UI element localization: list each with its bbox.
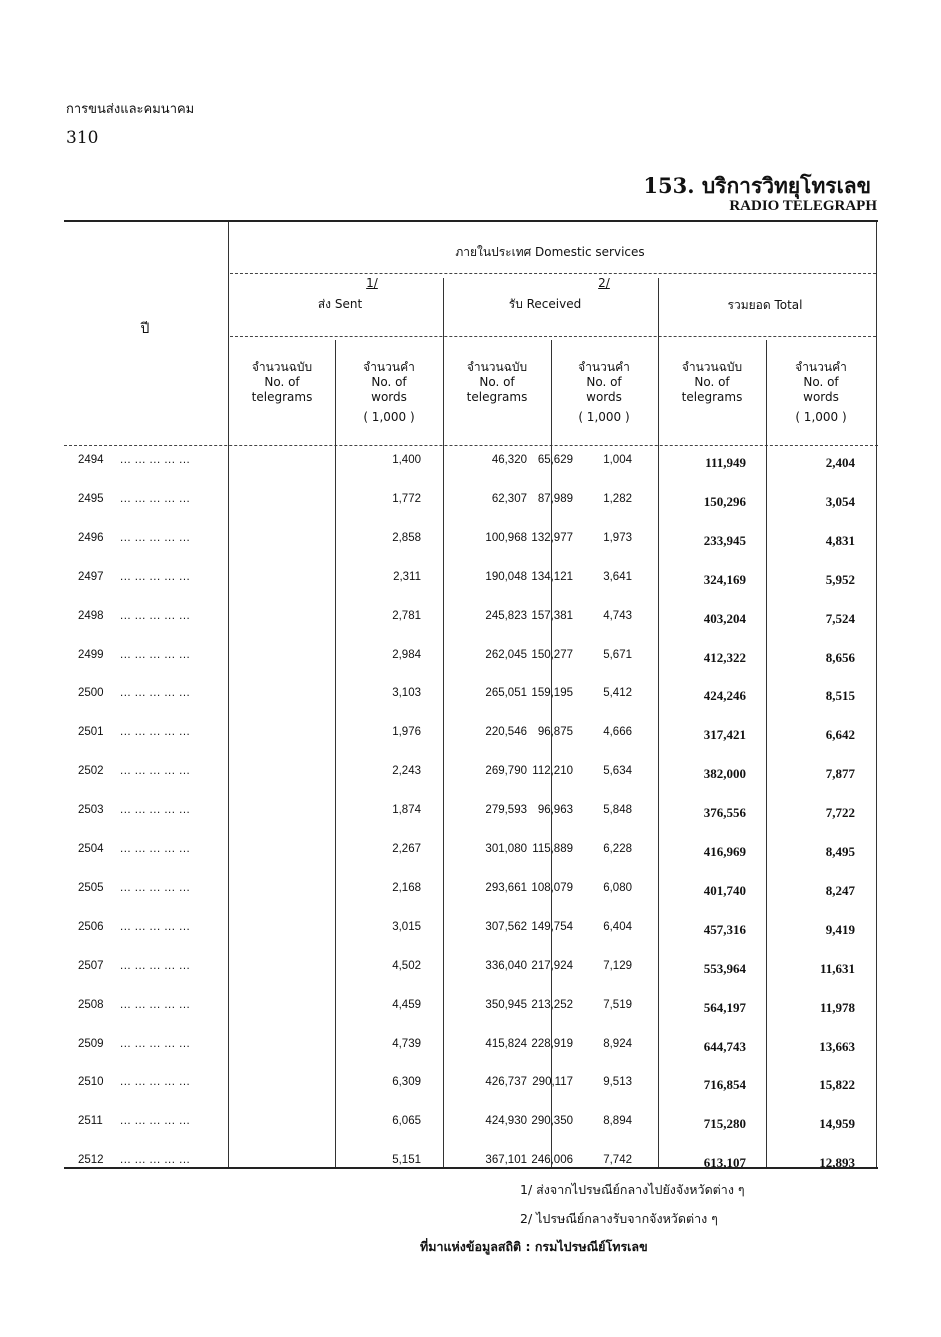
row-year-leader-dots: ... ... ... ... ... xyxy=(120,726,191,738)
cell-tot-words: 7,877 xyxy=(825,766,855,781)
subgroup-separator xyxy=(230,336,876,337)
cell-rec-tel: 220,546 xyxy=(485,726,527,738)
sent-received-divider xyxy=(443,278,444,1167)
row-year-leader-dots: ... ... ... ... ... xyxy=(120,649,191,661)
cell-tot-tel: 233,945 xyxy=(703,533,746,548)
cell-rec-tel: 336,040 xyxy=(485,960,527,972)
cell-rec-words: 8,894 xyxy=(603,1115,632,1127)
cell-sent-words: 2,311 xyxy=(393,571,421,583)
row-year: 2509 xyxy=(78,1038,104,1050)
cell-sent-words: 6,065 xyxy=(392,1115,421,1127)
cell-tot-tel: 564,197 xyxy=(703,1000,746,1015)
row-year: 2496 xyxy=(78,532,104,544)
year-column-divider xyxy=(228,222,229,1167)
cell-sent-words: 1,874 xyxy=(392,804,421,816)
cell-rec-tel: 424,930 xyxy=(485,1115,527,1127)
cell-rec-words: 5,671 xyxy=(603,649,632,661)
row-year: 2497 xyxy=(78,571,104,583)
sent-telegrams-header: จำนวนฉบับ No. of telegrams xyxy=(251,360,313,404)
cell-sent-tel: 150,277 xyxy=(531,649,573,661)
row-year-leader-dots: ... ... ... ... ... xyxy=(120,1076,191,1088)
cell-tot-words: 11,978 xyxy=(819,1000,855,1015)
cell-sent-tel: 115,889 xyxy=(532,843,573,855)
cell-rec-words: 1,973 xyxy=(603,532,632,544)
sent-inner-divider xyxy=(335,340,336,1167)
sent-header: ส่ง Sent xyxy=(317,297,363,311)
row-year-leader-dots: ... ... ... ... ... xyxy=(120,882,191,894)
cell-sent-words: 1,976 xyxy=(392,726,421,738)
total-header: รวมยอด Total xyxy=(727,298,803,312)
row-year-leader-dots: ... ... ... ... ... xyxy=(120,1115,191,1127)
domestic-services-header: ภายในประเทศ Domestic services xyxy=(455,245,645,259)
cell-sent-words: 4,502 xyxy=(392,960,421,972)
row-year-leader-dots: ... ... ... ... ... xyxy=(120,999,191,1011)
cell-tot-words: 15,822 xyxy=(819,1077,855,1092)
cell-sent-tel: 112,210 xyxy=(532,765,573,777)
received-words-header: จำนวนคำ No. of words ( 1,000 ) xyxy=(578,360,630,424)
row-year-leader-dots: ... ... ... ... ... xyxy=(120,960,191,972)
cell-sent-tel: 87,989 xyxy=(537,493,573,505)
cell-tot-tel: 613,107 xyxy=(703,1155,746,1170)
row-year: 2503 xyxy=(78,804,104,816)
cell-rec-words: 8,924 xyxy=(603,1038,632,1050)
cell-tot-tel: 382,000 xyxy=(703,766,746,781)
table-title-thai: 153. บริการวิทยุโทรเลข xyxy=(643,173,871,198)
cell-tot-tel: 715,280 xyxy=(703,1116,746,1131)
row-year: 2508 xyxy=(78,999,104,1011)
row-year: 2511 xyxy=(78,1115,103,1127)
cell-tot-tel: 317,421 xyxy=(703,727,746,742)
cell-tot-tel: 644,743 xyxy=(703,1039,746,1054)
cell-rec-tel: 62,307 xyxy=(491,493,527,505)
row-year: 2499 xyxy=(78,649,104,661)
row-year-leader-dots: ... ... ... ... ... xyxy=(120,687,191,699)
cell-tot-words: 8,515 xyxy=(825,688,855,703)
cell-rec-tel: 415,824 xyxy=(485,1038,527,1050)
cell-tot-tel: 376,556 xyxy=(703,805,746,820)
row-year-leader-dots: ... ... ... ... ... xyxy=(120,610,191,622)
cell-tot-tel: 412,322 xyxy=(703,650,746,665)
footnote-1: 1/ ส่งจากไปรษณีย์กลางไปยังจังหวัดต่าง ๆ xyxy=(520,1182,745,1197)
cell-sent-tel: 246,006 xyxy=(531,1154,573,1166)
cell-rec-tel: 367,101 xyxy=(485,1154,527,1166)
row-year: 2505 xyxy=(78,882,104,894)
cell-rec-tel: 269,790 xyxy=(485,765,527,777)
cell-rec-tel: 279,593 xyxy=(485,804,527,816)
cell-tot-tel: 324,169 xyxy=(703,572,746,587)
cell-tot-words: 7,524 xyxy=(825,611,855,626)
cell-sent-words: 2,858 xyxy=(392,532,421,544)
cell-sent-words: 2,243 xyxy=(392,765,421,777)
row-year-leader-dots: ... ... ... ... ... xyxy=(120,804,191,816)
row-year-leader-dots: ... ... ... ... ... xyxy=(120,921,191,933)
page-number: 310 xyxy=(66,128,99,148)
year-header: ปี xyxy=(140,321,150,337)
table-bottom-border xyxy=(64,1167,878,1169)
cell-rec-words: 7,129 xyxy=(603,960,632,972)
cell-sent-tel: 134,121 xyxy=(531,571,573,583)
cell-rec-tel: 293,661 xyxy=(485,882,527,894)
cell-rec-words: 5,634 xyxy=(603,765,632,777)
cell-tot-tel: 553,964 xyxy=(703,961,746,976)
cell-rec-words: 4,666 xyxy=(603,726,632,738)
cell-tot-tel: 716,854 xyxy=(703,1077,746,1092)
cell-sent-tel: 65,629 xyxy=(537,454,573,466)
cell-rec-words: 4,743 xyxy=(603,610,632,622)
cell-tot-words: 12,893 xyxy=(819,1155,855,1170)
total-telegrams-header: จำนวนฉบับ No. of telegrams xyxy=(681,360,743,404)
cell-tot-words: 8,495 xyxy=(825,844,855,859)
cell-sent-tel: 213,252 xyxy=(531,999,573,1011)
cell-tot-words: 6,642 xyxy=(825,727,855,742)
row-year: 2502 xyxy=(78,765,104,777)
cell-sent-tel: 228,919 xyxy=(531,1038,573,1050)
row-year: 2507 xyxy=(78,960,104,972)
cell-rec-words: 7,742 xyxy=(603,1154,632,1166)
cell-tot-tel: 401,740 xyxy=(703,883,746,898)
cell-rec-words: 6,404 xyxy=(603,921,632,933)
row-year: 2512 xyxy=(78,1154,104,1166)
total-words-header: จำนวนคำ No. of words ( 1,000 ) xyxy=(795,360,847,424)
cell-rec-tel: 265,051 xyxy=(485,687,527,699)
cell-tot-words: 13,663 xyxy=(819,1039,855,1054)
header-separator xyxy=(64,445,878,446)
cell-sent-words: 2,781 xyxy=(392,610,421,622)
cell-rec-words: 7,519 xyxy=(603,999,632,1011)
cell-rec-tel: 190,048 xyxy=(485,571,527,583)
cell-rec-words: 5,848 xyxy=(603,804,632,816)
row-year: 2501 xyxy=(78,726,104,738)
row-year-leader-dots: ... ... ... ... ... xyxy=(120,493,191,505)
row-year-leader-dots: ... ... ... ... ... xyxy=(120,532,191,544)
cell-sent-tel: 108,079 xyxy=(531,882,573,894)
source-note: ที่มาแห่งข้อมูลสถิติ : กรมไปรษณีย์โทรเลข xyxy=(420,1239,648,1254)
sent-footnote-mark: 1/ xyxy=(366,276,378,290)
cell-sent-words: 2,168 xyxy=(392,882,421,894)
cell-tot-words: 8,656 xyxy=(825,650,855,665)
row-year-leader-dots: ... ... ... ... ... xyxy=(120,843,191,855)
cell-sent-words: 1,772 xyxy=(392,493,421,505)
cell-sent-words: 2,267 xyxy=(392,843,421,855)
cell-sent-tel: 157,381 xyxy=(531,610,573,622)
table-right-border xyxy=(876,222,877,1167)
cell-tot-words: 2,404 xyxy=(825,455,855,470)
group-header-separator xyxy=(230,273,876,274)
row-year: 2494 xyxy=(78,454,104,466)
cell-tot-tel: 457,316 xyxy=(703,922,746,937)
cell-rec-words: 1,282 xyxy=(603,493,632,505)
cell-tot-tel: 416,969 xyxy=(703,844,746,859)
cell-tot-words: 5,952 xyxy=(825,572,855,587)
cell-rec-words: 6,228 xyxy=(603,843,632,855)
cell-rec-tel: 262,045 xyxy=(485,649,527,661)
cell-sent-tel: 217,924 xyxy=(531,960,573,972)
row-year-leader-dots: ... ... ... ... ... xyxy=(120,765,191,777)
cell-rec-tel: 245,823 xyxy=(485,610,527,622)
cell-sent-words: 2,984 xyxy=(392,649,421,661)
cell-rec-tel: 426,737 xyxy=(485,1076,527,1088)
footnote-2: 2/ ไปรษณีย์กลางรับจากจังหวัดต่าง ๆ xyxy=(520,1211,718,1226)
cell-rec-tel: 100,968 xyxy=(485,532,527,544)
received-telegrams-header: จำนวนฉบับ No. of telegrams xyxy=(466,360,528,404)
row-year-leader-dots: ... ... ... ... ... xyxy=(120,454,191,466)
cell-tot-words: 8,247 xyxy=(825,883,855,898)
cell-rec-words: 9,513 xyxy=(603,1076,632,1088)
row-year: 2510 xyxy=(78,1076,104,1088)
cell-sent-words: 5,151 xyxy=(392,1154,421,1166)
cell-rec-tel: 46,320 xyxy=(491,454,527,466)
cell-tot-words: 11,631 xyxy=(819,961,855,976)
cell-rec-words: 3,641 xyxy=(603,571,632,583)
cell-rec-tel: 307,562 xyxy=(485,921,527,933)
total-inner-divider xyxy=(766,340,767,1167)
row-year-leader-dots: ... ... ... ... ... xyxy=(120,1154,191,1166)
cell-tot-tel: 150,296 xyxy=(703,494,746,509)
row-year-leader-dots: ... ... ... ... ... xyxy=(120,571,191,583)
received-header: รับ Received xyxy=(508,297,582,311)
row-year: 2500 xyxy=(78,687,104,699)
cell-tot-words: 7,722 xyxy=(825,805,855,820)
cell-sent-words: 4,739 xyxy=(392,1038,421,1050)
cell-rec-tel: 301,080 xyxy=(485,843,527,855)
cell-rec-words: 1,004 xyxy=(603,454,632,466)
row-year: 2498 xyxy=(78,610,104,622)
cell-sent-words: 3,015 xyxy=(392,921,421,933)
cell-tot-words: 4,831 xyxy=(825,533,855,548)
cell-tot-tel: 424,246 xyxy=(703,688,746,703)
cell-tot-tel: 111,949 xyxy=(705,455,746,470)
cell-rec-words: 6,080 xyxy=(603,882,632,894)
cell-rec-tel: 350,945 xyxy=(485,999,527,1011)
cell-sent-tel: 290,350 xyxy=(531,1115,573,1127)
table-title-english: RADIO TELEGRAPH xyxy=(729,198,877,214)
row-year: 2506 xyxy=(78,921,104,933)
running-header: การขนส่งและคมนาคม xyxy=(66,102,195,117)
row-year: 2495 xyxy=(78,493,104,505)
sent-words-header: จำนวนคำ No. of words ( 1,000 ) xyxy=(363,360,415,424)
cell-sent-tel: 159,195 xyxy=(531,687,573,699)
cell-tot-words: 9,419 xyxy=(825,922,855,937)
cell-sent-tel: 132,977 xyxy=(531,532,573,544)
cell-sent-tel: 96,963 xyxy=(537,804,573,816)
cell-sent-tel: 96,875 xyxy=(537,726,573,738)
cell-sent-tel: 149,754 xyxy=(531,921,573,933)
cell-tot-words: 14,959 xyxy=(819,1116,855,1131)
received-footnote-mark: 2/ xyxy=(598,276,610,290)
row-year: 2504 xyxy=(78,843,104,855)
cell-sent-words: 1,400 xyxy=(392,454,421,466)
cell-rec-words: 5,412 xyxy=(603,687,632,699)
cell-tot-tel: 403,204 xyxy=(703,611,746,626)
row-year-leader-dots: ... ... ... ... ... xyxy=(120,1038,191,1050)
cell-sent-tel: 290,117 xyxy=(532,1076,573,1088)
received-total-divider xyxy=(658,278,659,1167)
cell-tot-words: 3,054 xyxy=(825,494,855,509)
cell-sent-words: 3,103 xyxy=(392,687,421,699)
cell-sent-words: 4,459 xyxy=(392,999,421,1011)
table-top-border xyxy=(64,220,878,222)
cell-sent-words: 6,309 xyxy=(392,1076,421,1088)
